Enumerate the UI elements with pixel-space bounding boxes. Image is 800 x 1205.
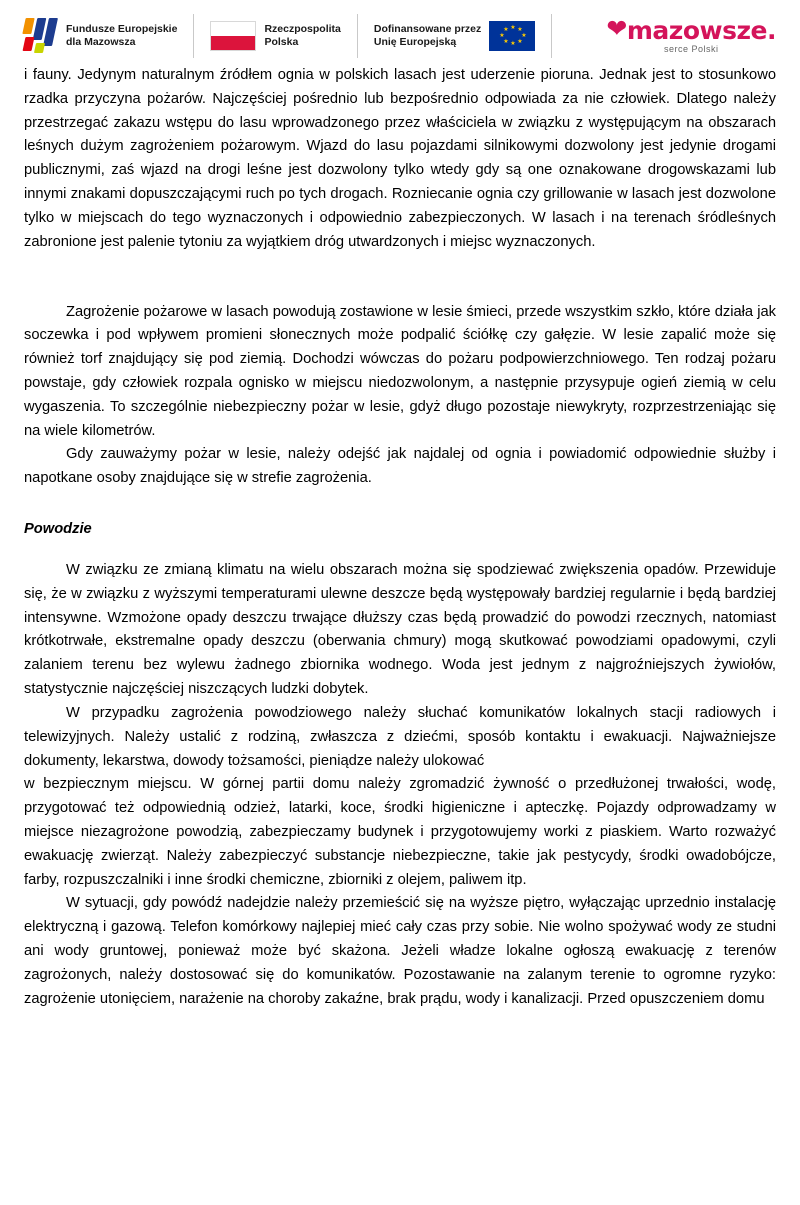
cofinanced-label [374,23,481,49]
section-heading-floods: Powodzie [24,521,92,537]
eu-cofinancing-logo [374,21,535,51]
republic-of-poland-logo [210,21,340,51]
cofinanced-line2: Unię Europejską [373,36,457,48]
eu-funds-line1: Fundusze Europejskie [66,22,178,35]
document-content [0,64,800,1011]
paragraph-flood-preparation: W przypadku zagrożenia powodziowego należy słuchać komunikatów lokalnych stacji radiowych i telewizyjnych. Należy ustalić z rodziną, zwłaszcza z dziećmi, sposób kontaktu i ewakuacji. Najważniejsze dokumenty, lekarstwa, dowody tożsamości, pieniądze należy ulokować [24,704,776,769]
logo-divider-2 [357,14,358,58]
logo-divider-1 [193,14,194,58]
paragraph-forest-fire-causes: i fauny. Jedynym naturalnym źródłem ognia w polskich lasach jest uderzenie pioruna. Jednak jest to stosunkowo rzadka przyczyna pożarów. Najczęściej pośrednio lub bezpośrednio odpowiada za nie człowiek. Dlatego należy przestrzegać zakazu wstępu do lasu wprowadzonego przez właściciela w związku z występującym na obszarach leśnych dużym zagrożeniem pożarowym. Wjazd do lasu pojazdami silnikowymi dozwolony jest jedynie drogami publicznymi, zaś wjazd na drogi leśne jest dozwolony tylko wtedy gdy są one oznakowane drogowskazami lub innymi znakami dopuszczającymi ruch po tych drogach. Rozniecanie ognia czy grillowanie w lasach jest dozwolone tylko w miejscach do tego wyznaczonych i odpowiednio zabezpieczonych. W lasach i na terenach śródleśnych zabronione jest palenie tytoniu za wyjątkiem dróg utwardzonych i miejsc wyznaczonych. [24,67,776,250]
mazowsze-tagline: serce Polski [663,44,719,54]
republic-line2: Polska [264,36,299,48]
mazowsze-name: mazowsze. [626,16,776,45]
paragraph-flood-arrival-actions: W sytuacji, gdy powódź nadejdzie należy przemieścić się na wyższe piętro, wyłączając uprzednio instalację elektryczną i gazową. Telefon komórkowy najlepiej mieć cały czas przy sobie. Nie wolno spożywać wody ze studni ani wody gruntowej, ponieważ może być skażona. Jeżeli władze lokalne ogłoszą ewakuację z terenów zagrożonych, należy dostosować się do komunikatów. Pozostawanie na zalanym terenie to ogromne ryzyko: zagrożenie utonięciem, narażenie na choroby zakaźne, brak prądu, wody i kanalizacji. Przed opuszczeniem domu [24,895,776,1007]
eu-funds-label [66,23,177,49]
eu-funds-flag-icon [24,16,58,56]
eu-flag-icon: ★ ★ ★ ★ ★ ★ ★ ★ [489,21,535,51]
mazowsze-wordmark [606,14,776,45]
heart-icon: ❤ [606,14,627,43]
funding-logo-strip [0,0,800,64]
poland-flag-icon [210,21,256,51]
paragraph-climate-rainfall: W związku ze zmianą klimatu na wielu obszarach można się spodziewać zwiększenia opadów. Przewiduje się, że w związku z wyższymi temperaturami ulewne deszcze będą występowały bardziej regularnie i będą bardziej intensywne. Wzmożone opady deszczu trwające dłuższy czas będą prowadzić do powodzi rzecznych, natomiast krótkotrwałe, ekstremalne opady deszczu (oberwania chmury) mogą skutkować powodziami opadowymi, czyli zalaniem terenu bez wylewu żadnego zbiornika wodnego. Woda jest jednym z najgroźniejszych żywiołów, statystycznie najczęściej niszczących ludzki dobytek. [24,562,776,698]
paragraph-fire-hazard-litter: Zagrożenie pożarowe w lasach powodują zostawione w lesie śmieci, przede wszystkim szkło, które działa jak soczewka i pod wpływem promieni słonecznych może podpalić ściółkę czy gałęzie. W lesie zapalić może się również torf znajdujący się pod ziemią. Dochodzi wówczas do pożaru podpowierzchniowego. Ten rodzaj pożaru powstaje, gdy człowiek rozpala ognisko w miejscu niedozwolonym, a następnie przysypuje ogień ziemią w celu wygaszenia. To szczególnie niebezpieczny pożar w lesie, gdyż długo pozostaje niewykryty, rozprzestrzeniając się na wiele kilometrów. [24,303,776,439]
republic-line1: Rzeczpospolita [264,22,341,35]
paragraph-fire-notice-services: Gdy zauważymy pożar w lesie, należy odejść jak najdalej od ognia i powiadomić odpowiednie służby i napotkane osoby znajdujące się w strefie zagrożenia. [24,446,776,487]
logo-divider-3 [551,14,552,58]
eu-funds-logo [24,16,177,56]
republic-label [264,23,340,49]
paragraph-safe-place-supplies: w bezpiecznym miejscu. W górnej partii domu należy zgromadzić żywność o przedłużonej trwałości, wodę, przygotować też odpowiednią odzież, latarki, koce, środki higieniczne i apteczkę. Pojazdy odprowadzamy w miejsce niezagrożone powodzią, zabezpieczamy budynek i przygotowujemy worki z piaskiem. Warto rozważyć ewakuację zwierząt. Należy zabezpieczyć substancje niebezpieczne, takie jak pestycydy, środki owadobójcze, farby, rozpuszczalniki i inne środki chemiczne, zbiorniki z olejem, paliwem itp. [24,776,776,888]
cofinanced-line1: Dofinansowane przez [373,22,482,35]
mazowsze-logo [606,14,776,54]
eu-funds-line2: dla Mazowsza [66,36,136,48]
